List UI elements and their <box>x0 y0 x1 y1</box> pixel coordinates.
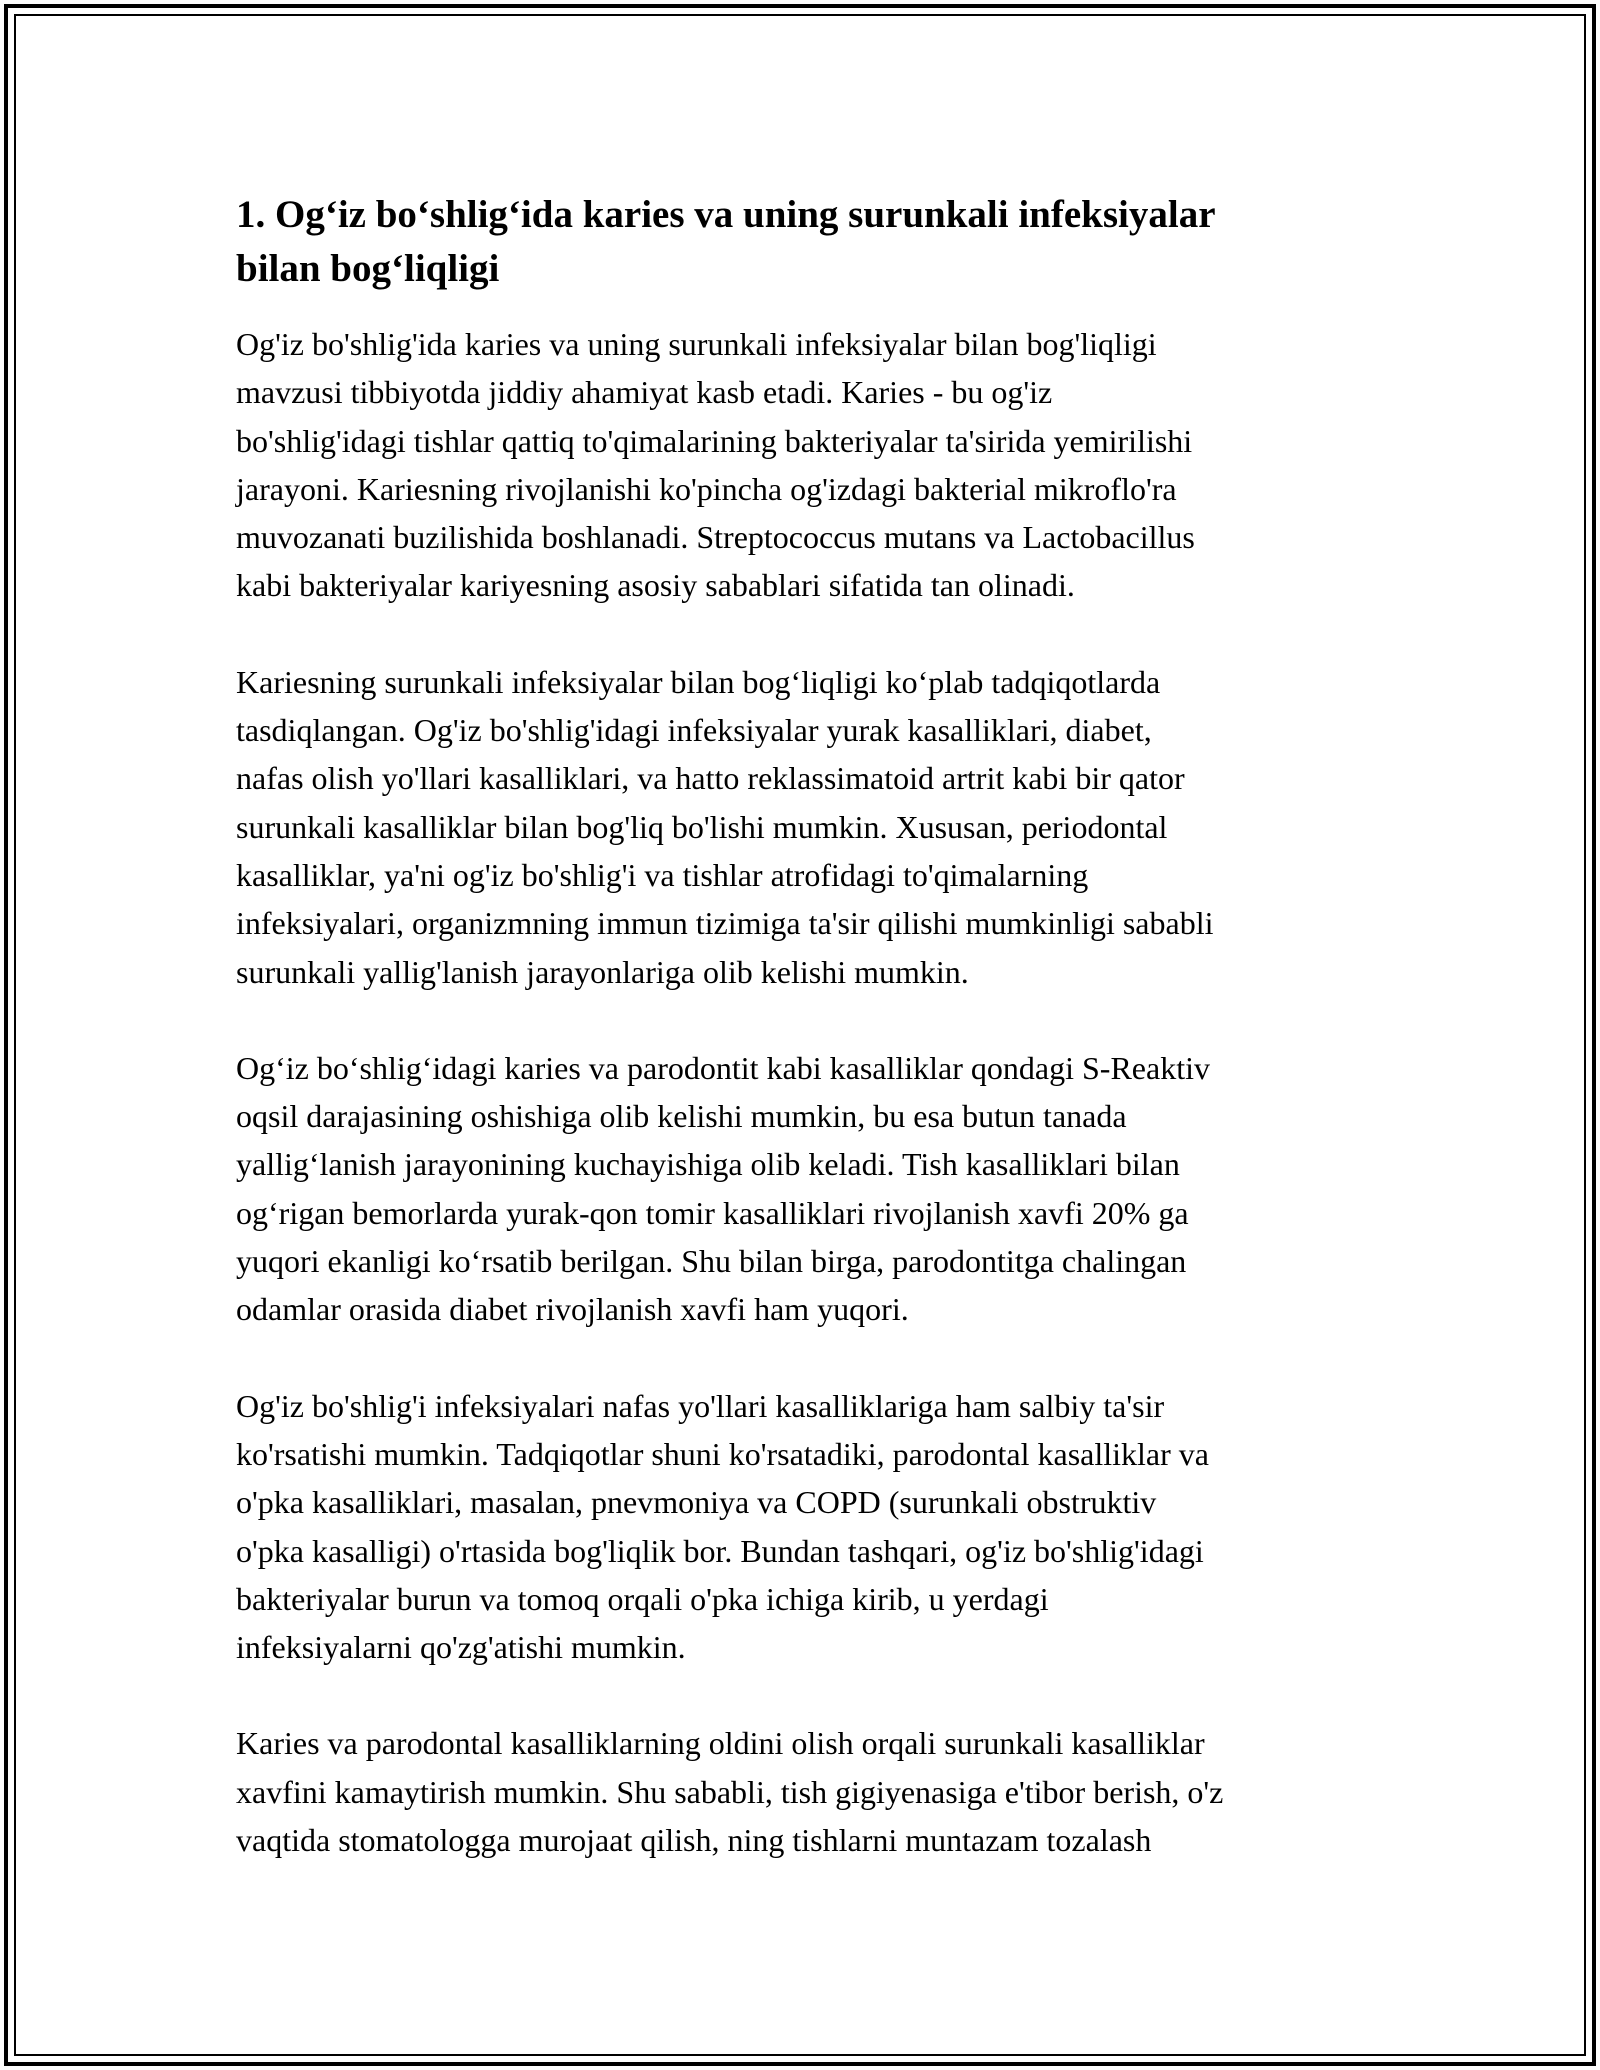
document-body <box>236 188 1386 1912</box>
paragraph-1: Og'iz bo'shlig'ida karies va uning surunkali infeksiyalar bilan bog'liqligi mavzusi tibbiyotda jiddiy ahamiyat kasb etadi. Karies - bu og'iz bo'shlig'idagi tishlar qattiq to'qimalarining bakteriyalar ta'sirida yemirilishi jarayoni. Kariesning rivojlanishi ko'pincha og'izdagi bakterial mikroflo'ra muvozanati buzilishida boshlanadi. Streptococcus mutans va Lactobacillus kabi bakteriyalar kariyesning asosiy sabablari sifatida tan olinadi. <box>236 326 1195 604</box>
paragraph-3: Og‘iz bo‘shlig‘idagi karies va parodontit kabi kasalliklar qondagi S-Reaktiv oqsil darajasining oshishiga olib kelishi mumkin, bu esa butun tanada yallig‘lanish jarayonining kuchayishiga olib keladi. Tish kasalliklari bilan og‘rigan bemorlarda yurak-qon tomir kasalliklari rivojlanish xavfi 20% ga yuqori ekanligi ko‘rsatib berilgan. Shu bilan birga, parodontitga chalingan odamlar orasida diabet rivojlanish xavfi ham yuqori. <box>236 1049 1210 1328</box>
paragraph-2: Kariesning surunkali infeksiyalar bilan bog‘liqligi ko‘plab tadqiqotlarda tasdiqlangan. Og'iz bo'shlig'idagi infeksiyalar yurak kasalliklari, diabet, nafas olish yo'llari kasalliklari, va hatto reklassimatoid artrit kabi bir qator surunkali kasalliklar bilan bog'liq bo'lishi mumkin. Xususan, periodontal kasalliklar, ya'ni og'iz bo'shlig'i va tishlar atrofidagi to'qimalarning infeksiyalari, organizmning immun tizimiga ta'sir qilishi mumkinligi sababli surunkali yallig'lanish jarayonlariga olib kelishi mumkin. <box>236 663 1214 990</box>
section-heading: 1. Og‘iz bo‘shlig‘ida karies va uning surunkali infeksiyalar bilan bog‘liqligi <box>236 193 1216 290</box>
paragraph-5: Karies va parodontal kasalliklarning oldini olish orqali surunkali kasalliklar xavfini kamaytirish mumkin. Shu sababli, tish gigiyenasiga e'tibor berish, o'z vaqtida stomatologga murojaat qilish, ning tishlarni muntazam tozalash <box>236 1725 1224 1859</box>
paragraph-4: Og'iz bo'shlig'i infeksiyalari nafas yo'llari kasalliklariga ham salbiy ta'sir ko'rsatishi mumkin. Tadqiqotlar shuni ko'rsatadiki, parodontal kasalliklar va o'pka kasalliklari, masalan, pnevmoniya va COPD (surunkali obstruktiv o'pka kasalligi) o'rtasida bog'liqlik bor. Bundan tashqari, og'iz bo'shlig'idagi bakteriyalar burun va tomoq orqali o'pka ichiga kirib, u yerdagi infeksiyalarni qo'zg'atishi mumkin. <box>236 1387 1209 1666</box>
